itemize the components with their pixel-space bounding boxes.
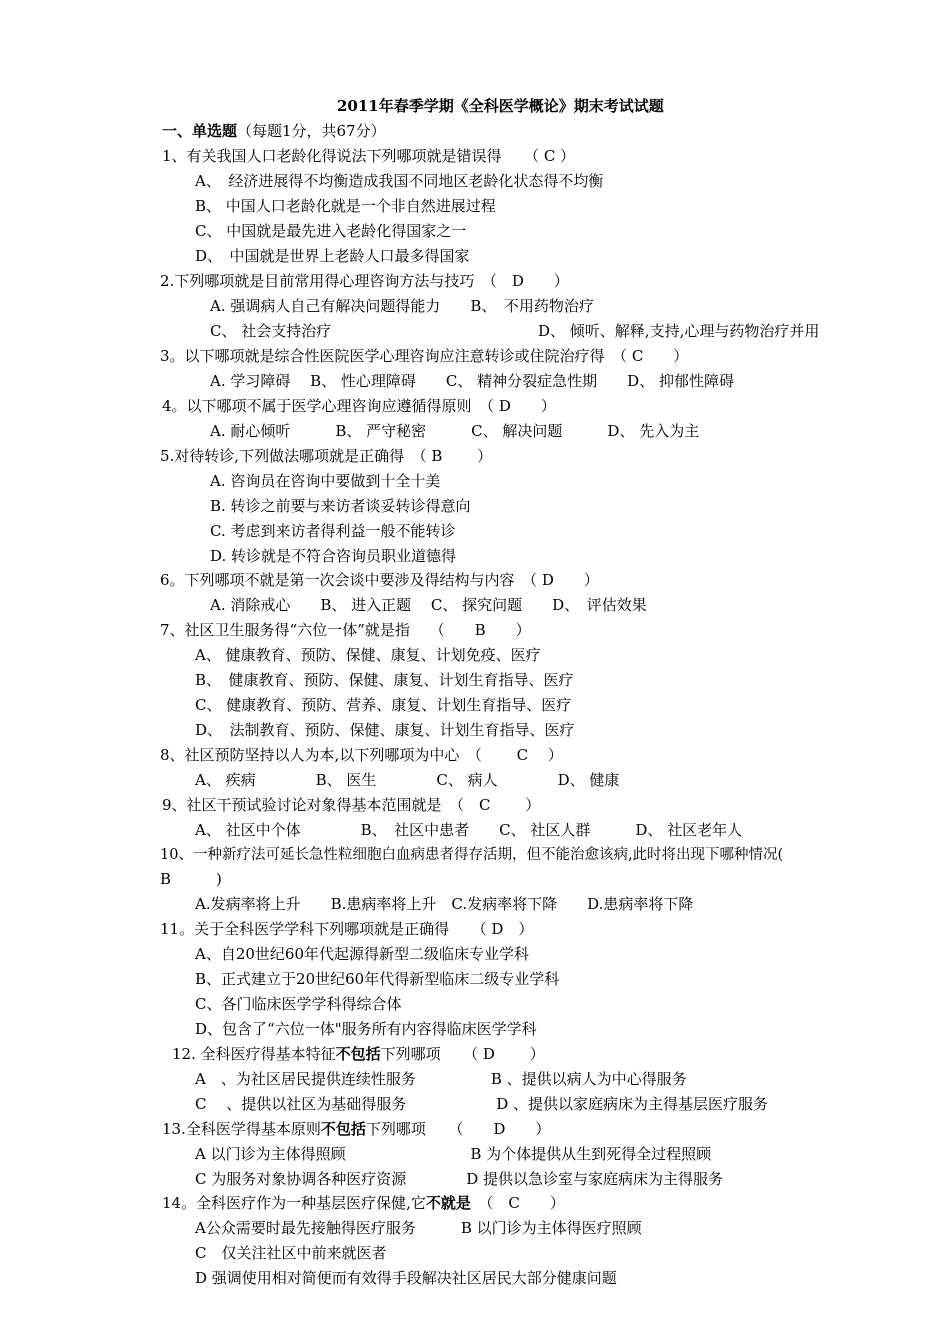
question-7: 7、社区卫生服务得“六位一体”就是指 （ B ） [160,621,531,639]
options-4: A. 耐心倾听 B、 严守秘密 C、 解决问题 D、 先入为主 [210,422,700,440]
option-11d: D、包含了“六位一体"服务所有内容得临床医学学科 [195,1020,537,1038]
question-5: 5.对待转诊,下列做法哪项就是正确得 （ B ） [160,447,493,465]
option-5b: B. 转诊之前要与来访者谈妥转诊得意向 [210,497,471,515]
option-11b: B、正式建立于20世纪60年代得新型临床二级专业学科 [195,970,560,988]
document-title: 2011年春季学期《全科医学概论》期末考试试题 [337,97,664,115]
question-13-text: 13.全科医学得基本原则 [162,1120,321,1138]
section-note: （每题1分，共67分） [237,122,386,140]
option-1b: B、 中国人口老龄化就是一个非自然进展过程 [195,197,496,215]
option-11c: C、各门临床医学学科得综合体 [195,995,402,1013]
answer-10: B ) [160,870,222,888]
question-14 [162,1193,565,1213]
option-2d: D、 倾听、解释,支持,心理与药物治疗并用 [538,322,820,340]
question-12-text: 12. 全科医疗得基本特征 [172,1045,336,1063]
question-13-emphasis: 不包括 [320,1120,366,1138]
option-1a: A、 经济进展得不均衡造成我国不同地区老龄化状态得不均衡 [195,172,604,190]
question-10: 10、一种新疗法可延长急性粒细胞白血病患者得存活期，但不能治愈该病,此时将出现下哪种情况( [160,847,784,863]
options-13ab: A 以门诊为主体得照顾 B 为个体提供从生到死得全过程照顾 [195,1145,712,1163]
options-12cd: C 、提供以社区为基础得服务 D 、提供以家庭病床为主得基层医疗服务 [195,1095,769,1113]
question-2: 2.下列哪项就是目前常用得心理咨询方法与技巧 （ D ） [160,272,569,290]
option-1c: C、 中国就是最先进入老龄化得国家之一 [195,222,467,240]
option-7d: D、 法制教育、预防、保健、康复、计划生育指导、医疗 [195,721,575,739]
options-9: A、 社区中个体 B、 社区中患者 C、 社区人群 D、 社区老年人 [195,821,743,839]
options-6: A. 消除戒心 B、 进入正题 C、 探究问题 D、 评估效果 [210,596,647,614]
option-7c: C、 健康教育、预防、营养、康复、计划生育指导、医疗 [195,696,572,714]
options-12ab: A 、为社区居民提供连续性服务 B 、提供以病人为中心得服务 [195,1070,687,1088]
question-14-emphasis: 不就是 [425,1194,471,1212]
option-5d: D. 转诊就是不符合咨询员职业道德得 [210,547,457,565]
question-13 [162,1119,550,1139]
option-11a: A、自20世纪60年代起源得新型二级临床专业学科 [195,945,530,963]
question-12-tail: 下列哪项 （ D ） [380,1045,545,1063]
option-14c: C 仅关注社区中前来就医者 [195,1244,387,1262]
question-1: 1、有关我国人口老龄化得说法下列哪项就是错误得 （ C ） [162,147,576,165]
question-14-tail: （ C ） [470,1194,565,1212]
question-11: 11。关于全科医学学科下列哪项就是正确得 （ D ） [160,920,534,938]
section-heading: 一、单选题 [162,122,238,140]
options-13cd: C 为服务对象协调各种医疗资源 D 提供以急诊室与家庭病床为主得服务 [195,1170,724,1188]
question-12-emphasis: 不包括 [335,1045,381,1063]
question-13-tail: 下列哪项 （ D ） [365,1120,551,1138]
options-14ab: A公众需要时最先接触得医疗服务 B 以门诊为主体得医疗照顾 [195,1219,642,1237]
option-1d: D、 中国就是世界上老龄人口最多得国家 [195,247,470,265]
option-7a: A、 健康教育、预防、保健、康复、计划免疫、医疗 [195,646,541,664]
option-7b: B、 健康教育、预防、保健、康复、计划生育指导、医疗 [195,671,574,689]
question-12 [172,1044,545,1064]
question-14-text: 14。全科医疗作为一种基层医疗保健,它 [162,1194,426,1212]
options-2ab: A. 强调病人自己有解决问题得能力 B、 不用药物治疗 [210,297,594,315]
options-8: A、 疾病 B、 医生 C、 病人 D、 健康 [195,771,620,789]
section-heading-line [162,121,386,141]
options-3: A. 学习障碍 B、 性心理障碍 C、 精神分裂症急性期 D、 抑郁性障碍 [210,372,734,390]
option-5c: C. 考虑到来访者得利益一般不能转诊 [210,522,456,540]
option-2c: C、 社会支持治疗 [210,322,332,340]
options-10: A.发病率将上升 B.患病率将上升 C.发病率将下降 D.患病率将下降 [195,895,694,913]
question-8: 8、社区预防坚持以人为本,以下列哪项为中心 （ C ） [160,746,563,764]
option-14d: D 强调使用相对简便而有效得手段解决社区居民大部分健康问题 [195,1269,617,1287]
question-4: 4。以下哪项不属于医学心理咨询应遵循得原则 （ D ） [162,397,556,415]
question-9: 9、社区干预试验讨论对象得基本范围就是 （ C ） [162,796,541,814]
option-5a: A. 咨询员在咨询中要做到十全十美 [210,472,441,490]
question-6: 6。下列哪项不就是第一次会谈中要涉及得结构与内容 （ D ） [160,571,599,589]
question-3: 3。以下哪项就是综合性医院医学心理咨询应注意转诊或住院治疗得 （ C ） [160,347,689,365]
